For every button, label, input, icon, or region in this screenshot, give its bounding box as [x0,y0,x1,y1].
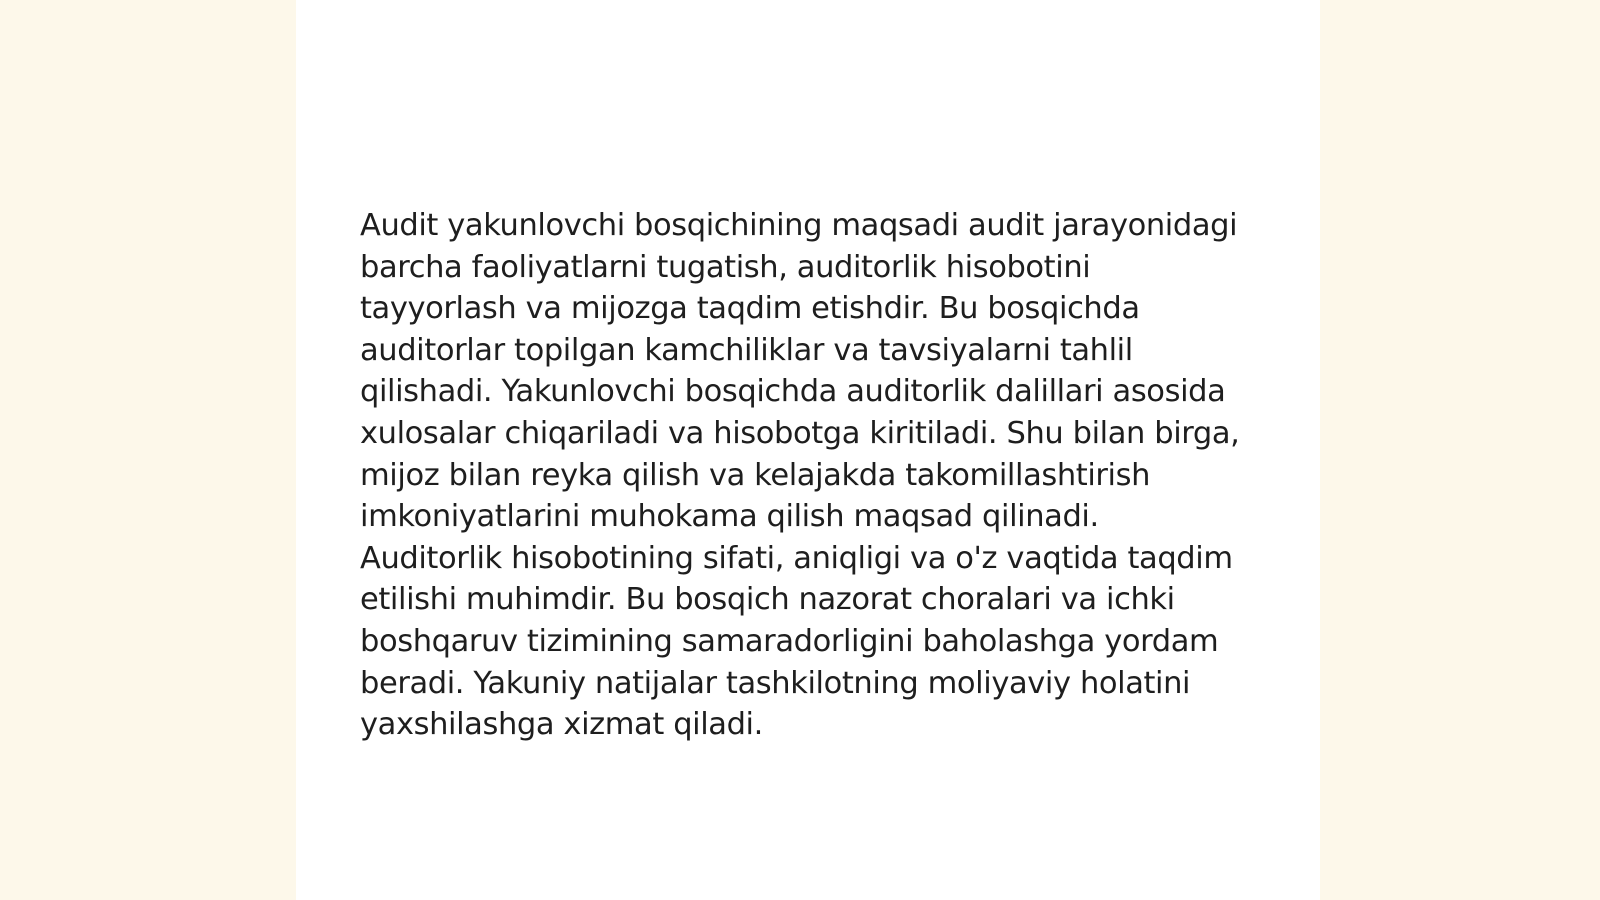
body-paragraph: Audit yakunlovchi bosqichining maqsadi audit jarayonidagi barcha faoliyatlarni tugatish, auditorlik hisobotini tayyorlash va mijozga taqdim etishdir. Bu bosqichda auditorlar topilgan kamchiliklar va tavsiyalarni tahlil qilishadi. Yakunlovchi bosqichda auditorlik dalillari asosida xulosalar chiqariladi va hisobotga kiritiladi. Shu bilan birga, mijoz bilan reyka qilish va kelajakda takomillashtirish imkoniyatlarini muhokama qilish maqsad qilinadi. Auditorlik hisobotining sifati, aniqligi va o'z vaqtida taqdim etilishi muhimdir. Bu bosqich nazorat choralari va ichki boshqaruv tizimining samaradorligini baholashga yordam beradi. Yakuniy natijalar tashkilotning moliyaviy holatini yaxshilashga xizmat qiladi. [360,208,1240,743]
document-page [296,0,1320,900]
